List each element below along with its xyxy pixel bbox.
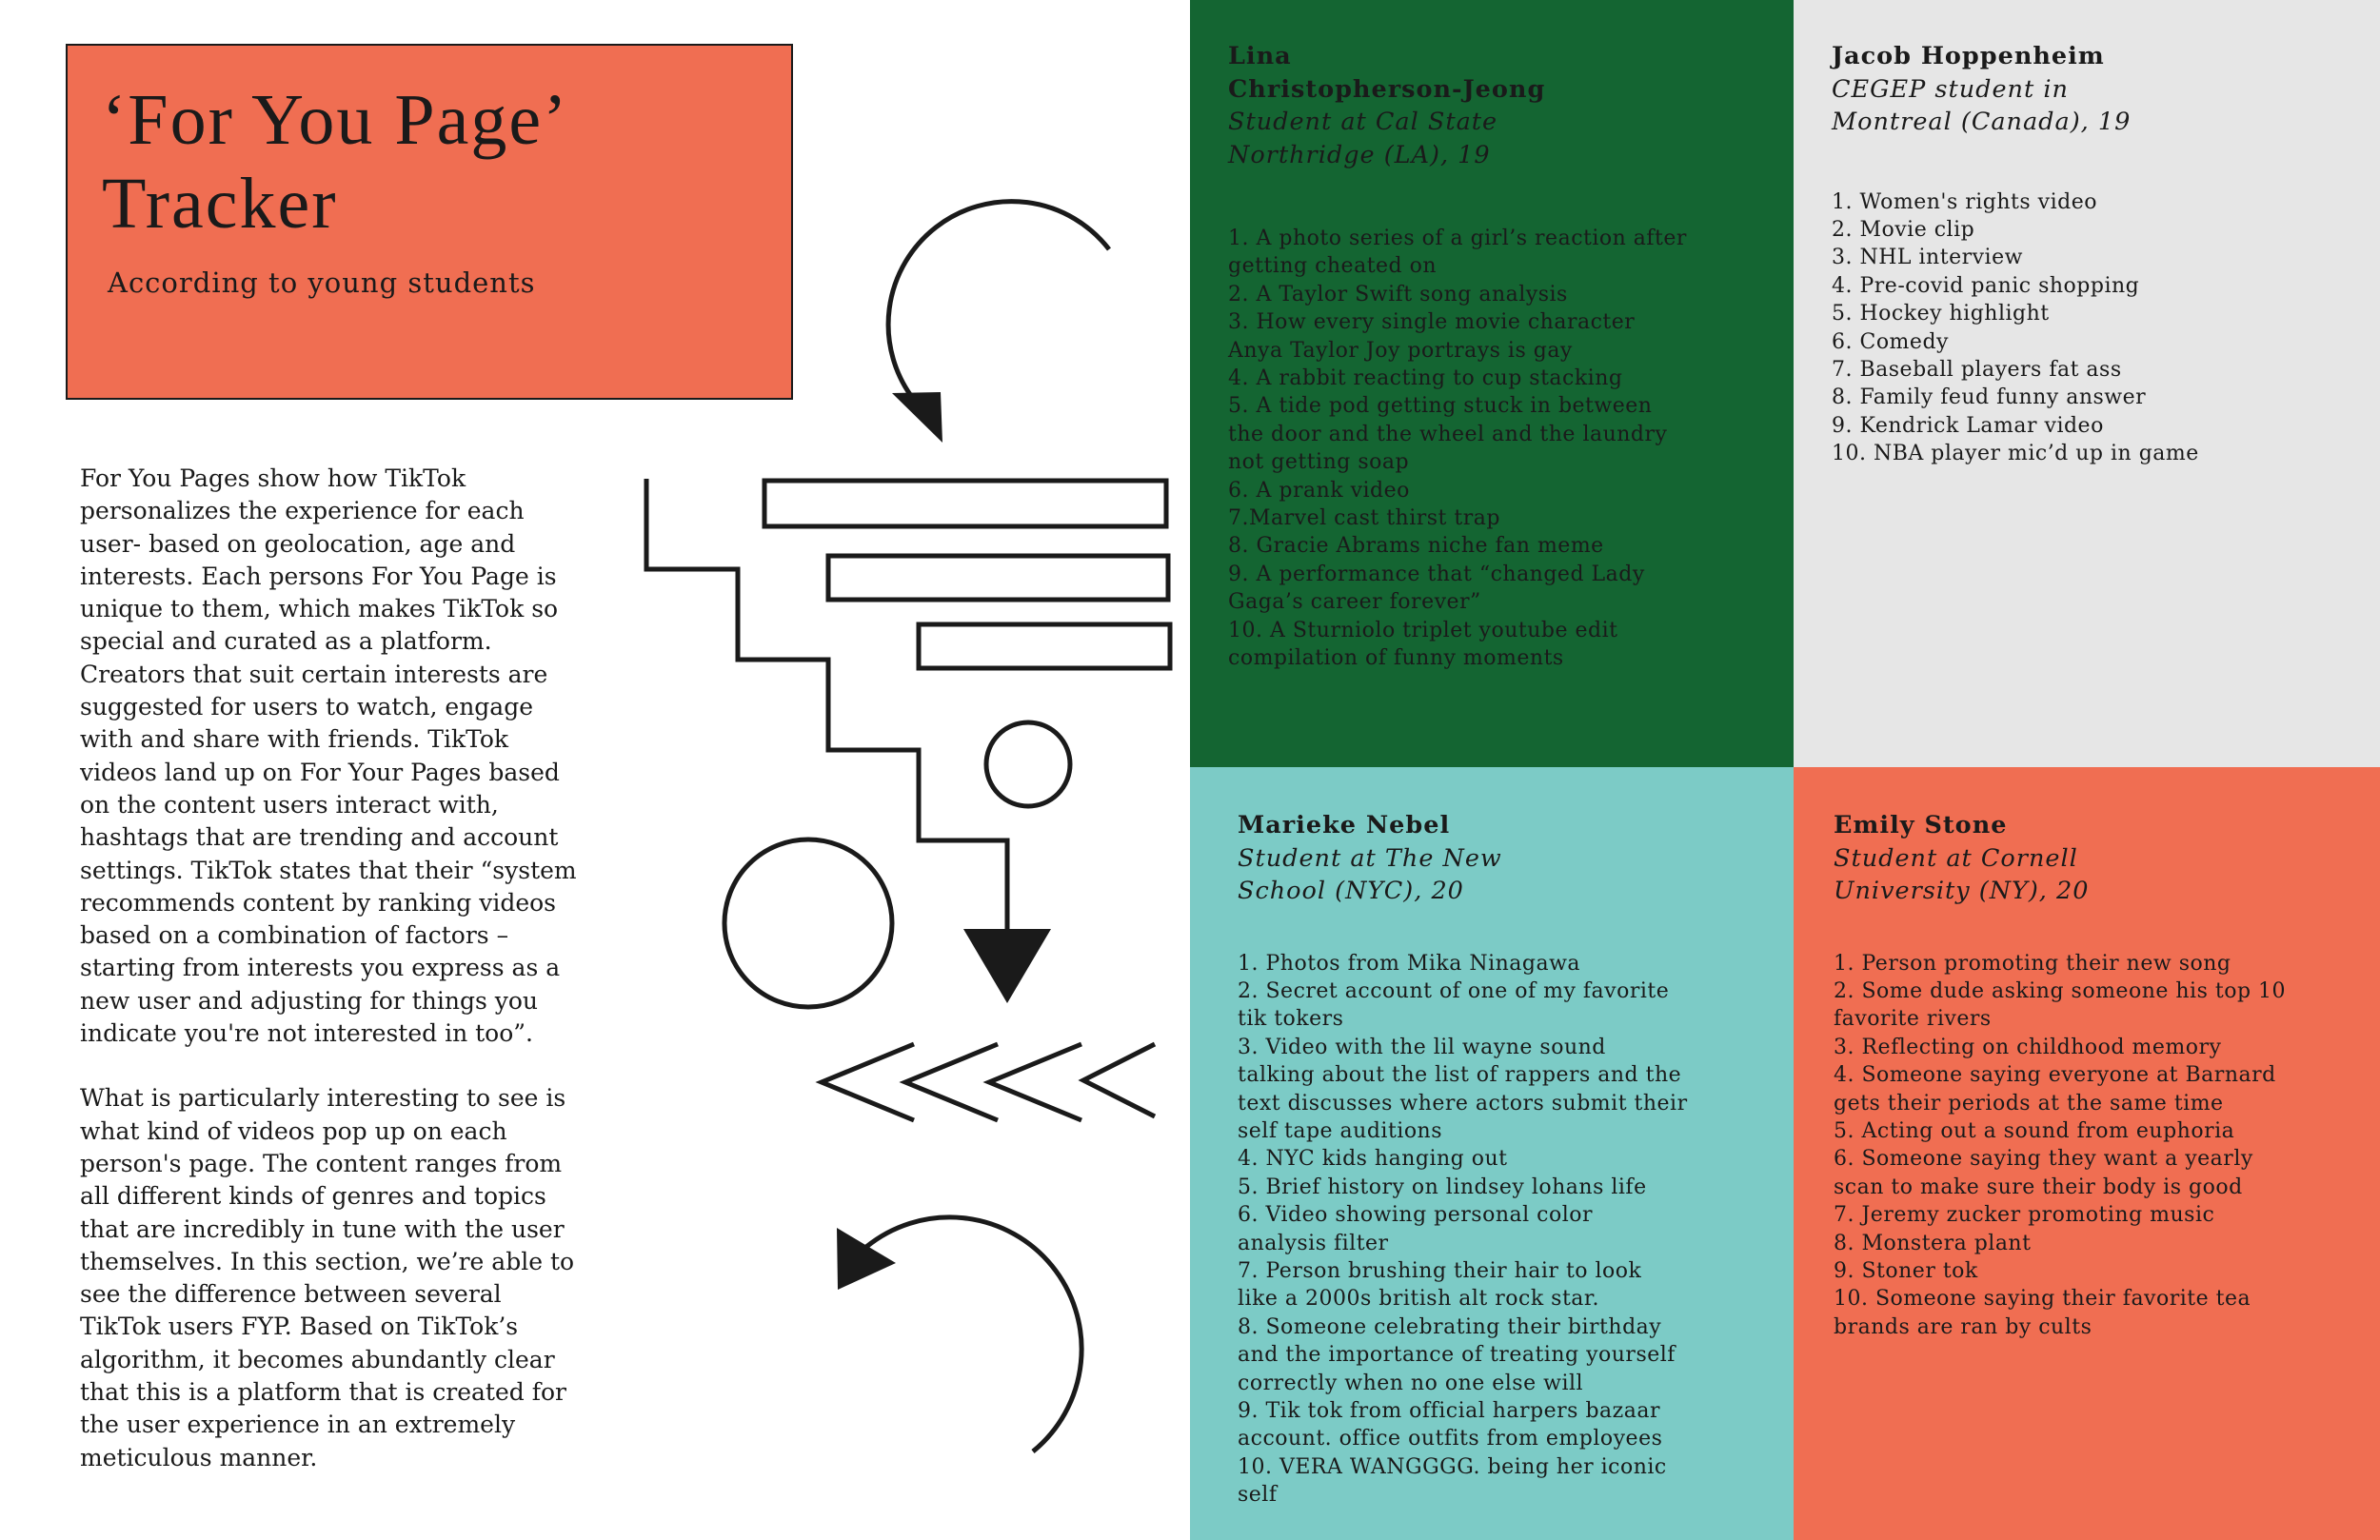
list-item: 7. Jeremy zucker promoting music: [1834, 1203, 2215, 1228]
bar-shape-1: [764, 481, 1166, 526]
chevron-left-icon-3: [989, 1044, 1081, 1120]
list-item: 1. A photo series of a girl’s reaction after getting cheated on: [1228, 227, 1687, 279]
list-item: 10. Someone saying their favorite tea brands are ran by cults: [1834, 1287, 2251, 1339]
list-item: 10. VERA WANGGGG. being her iconic self: [1238, 1454, 1667, 1508]
list-item: 10. NBA player mic’d up in game: [1832, 442, 2199, 466]
list-item: 6. Comedy: [1832, 329, 1949, 354]
student-card-jacob: [1794, 0, 2380, 767]
list-item: 9. Tik tok from official harpers bazaar account. office outfits from employees: [1238, 1399, 1663, 1451]
list-item: 5. Acting out a sound from euphoria: [1834, 1118, 2235, 1143]
list-item: 8. Someone celebrating their birthday and the importance of treating yourself correctly when no one else will: [1238, 1314, 1676, 1395]
student-card-lina: [1190, 0, 1794, 767]
list-item: 4. A rabbit reacting to cup stacking: [1228, 366, 1623, 391]
list-item: 3. How every single movie character Anya Taylor Joy portrays is gay: [1228, 310, 1636, 363]
list-item: 2. Some dude asking someone his top 10 favorite rivers: [1834, 978, 2287, 1032]
list-item: 9. A performance that “changed Lady Gaga’s career forever”: [1228, 562, 1645, 615]
bar-shape-3: [919, 624, 1170, 668]
bottom-arrowhead-icon: [837, 1228, 896, 1290]
list-item: 3. NHL interview: [1832, 246, 2023, 270]
student-role: Student at Cal State Northridge (LA), 19: [1228, 108, 1498, 169]
list-item: 9. Stoner tok: [1834, 1258, 1978, 1283]
list-item: 1. Women's rights video: [1832, 189, 2097, 214]
intro-paragraph-1: For You Pages show how TikTok personalizes the experience for each user- based on geolocation, age and interests. Each persons For You Page is unique to them, which makes TikTok so special and curated as a platform. Creators that suit certain interests are suggested for users to watch, engage with and share with friends. TikTok videos land up on For Your Pages based on the content users interact with, hashtags that are trending and account settings. TikTok states that their “system recommends content by ranking videos based on a combination of factors – starting from interests you express as a new user and adjusting for things you indicate you're not interested in too”.: [80, 464, 577, 1048]
list-item: 8. Monstera plant: [1834, 1231, 2032, 1255]
title-line-1: ‘For You Page’: [102, 80, 569, 160]
list-item: 1. Person promoting their new song: [1834, 951, 2231, 976]
fyp-video-list: [1238, 950, 1755, 1510]
list-item: 10. A Sturniolo triplet youtube edit compilation of funny moments: [1228, 618, 1618, 671]
list-item: 6. A prank video: [1228, 478, 1410, 503]
staircase-line: [646, 479, 1007, 933]
fyp-video-list: [1228, 225, 1755, 673]
small-circle-shape: [986, 722, 1070, 806]
student-card-marieke: [1190, 767, 1794, 1540]
list-item: 1. Photos from Mika Ninagawa: [1238, 951, 1581, 976]
list-item: 4. Someone saying everyone at Barnard gets their periods at the same time: [1834, 1063, 2276, 1116]
fyp-video-list: [1832, 188, 2342, 468]
top-arrowhead-icon: [892, 392, 942, 443]
student-role: Student at The New School (NYC), 20: [1238, 843, 1502, 905]
bottom-curved-arrow-icon: [866, 1217, 1081, 1451]
student-name: Lina Christopherson-Jeong: [1228, 42, 1546, 104]
list-item: 5. Hockey highlight: [1832, 302, 2050, 326]
student-role: CEGEP student in Montreal (Canada), 19: [1832, 74, 2132, 136]
bar-shape-2: [828, 556, 1168, 600]
list-item: 3. Video with the lil wayne sound talking about the list of rappers and the text discusses where actors submit their self tape auditions: [1238, 1035, 1688, 1143]
list-item: 5. A tide pod getting stuck in between the door and the wheel and the laundry not getting soap: [1228, 394, 1668, 475]
list-item: 2. Movie clip: [1832, 217, 1975, 242]
list-item: 4. NYC kids hanging out: [1238, 1147, 1508, 1172]
title-line-2: Tracker: [102, 164, 338, 244]
list-item: 7. Person brushing their hair to look like a 2000s british alt rock star.: [1238, 1258, 1642, 1312]
student-name: Emily Stone: [1834, 811, 2008, 839]
list-item: 7.Marvel cast thirst trap: [1228, 506, 1500, 531]
student-name: Marieke Nebel: [1238, 811, 1451, 839]
large-circle-shape: [724, 839, 892, 1007]
student-name: Jacob Hoppenheim: [1832, 42, 2105, 70]
list-item: 6. Video showing personal color analysis filter: [1238, 1203, 1594, 1255]
page-subtitle: According to young students: [108, 267, 536, 299]
list-item: 8. Gracie Abrams niche fan meme: [1228, 534, 1604, 559]
list-item: 3. Reflecting on childhood memory: [1834, 1035, 2222, 1059]
list-item: 8. Family feud funny answer: [1832, 385, 2147, 410]
chevron-left-icon-4: [1083, 1044, 1155, 1116]
list-item: 2. A Taylor Swift song analysis: [1228, 282, 1568, 306]
list-item: 6. Someone saying they want a yearly scan to make sure their body is good: [1834, 1147, 2253, 1199]
top-curved-arrow-icon: [888, 202, 1109, 400]
intro-paragraph-2: What is particularly interesting to see is what kind of videos pop up on each person's page. The content ranges from all different kinds of genres and topics that are incredibly in tune with the user themselves. In this section, we’re able to see the difference between several TikTok users FYP. Based on TikTok’s algorithm, it becomes abundantly clear that this is a platform that is created for the user experience in an extremely meticulous manner.: [80, 1084, 575, 1471]
down-arrowhead-icon: [963, 929, 1051, 1003]
list-item: 5. Brief history on lindsey lohans life: [1238, 1175, 1647, 1199]
student-role: Student at Cornell University (NY), 20: [1834, 843, 2090, 905]
list-item: 2. Secret account of one of my favorite tik tokers: [1238, 978, 1670, 1032]
list-item: 9. Kendrick Lamar video: [1832, 413, 2104, 438]
student-card-emily: [1794, 767, 2380, 1540]
list-item: 7. Baseball players fat ass: [1832, 357, 2122, 382]
list-item: 4. Pre-covid panic shopping: [1832, 273, 2140, 298]
fyp-video-list: [1834, 950, 2342, 1342]
